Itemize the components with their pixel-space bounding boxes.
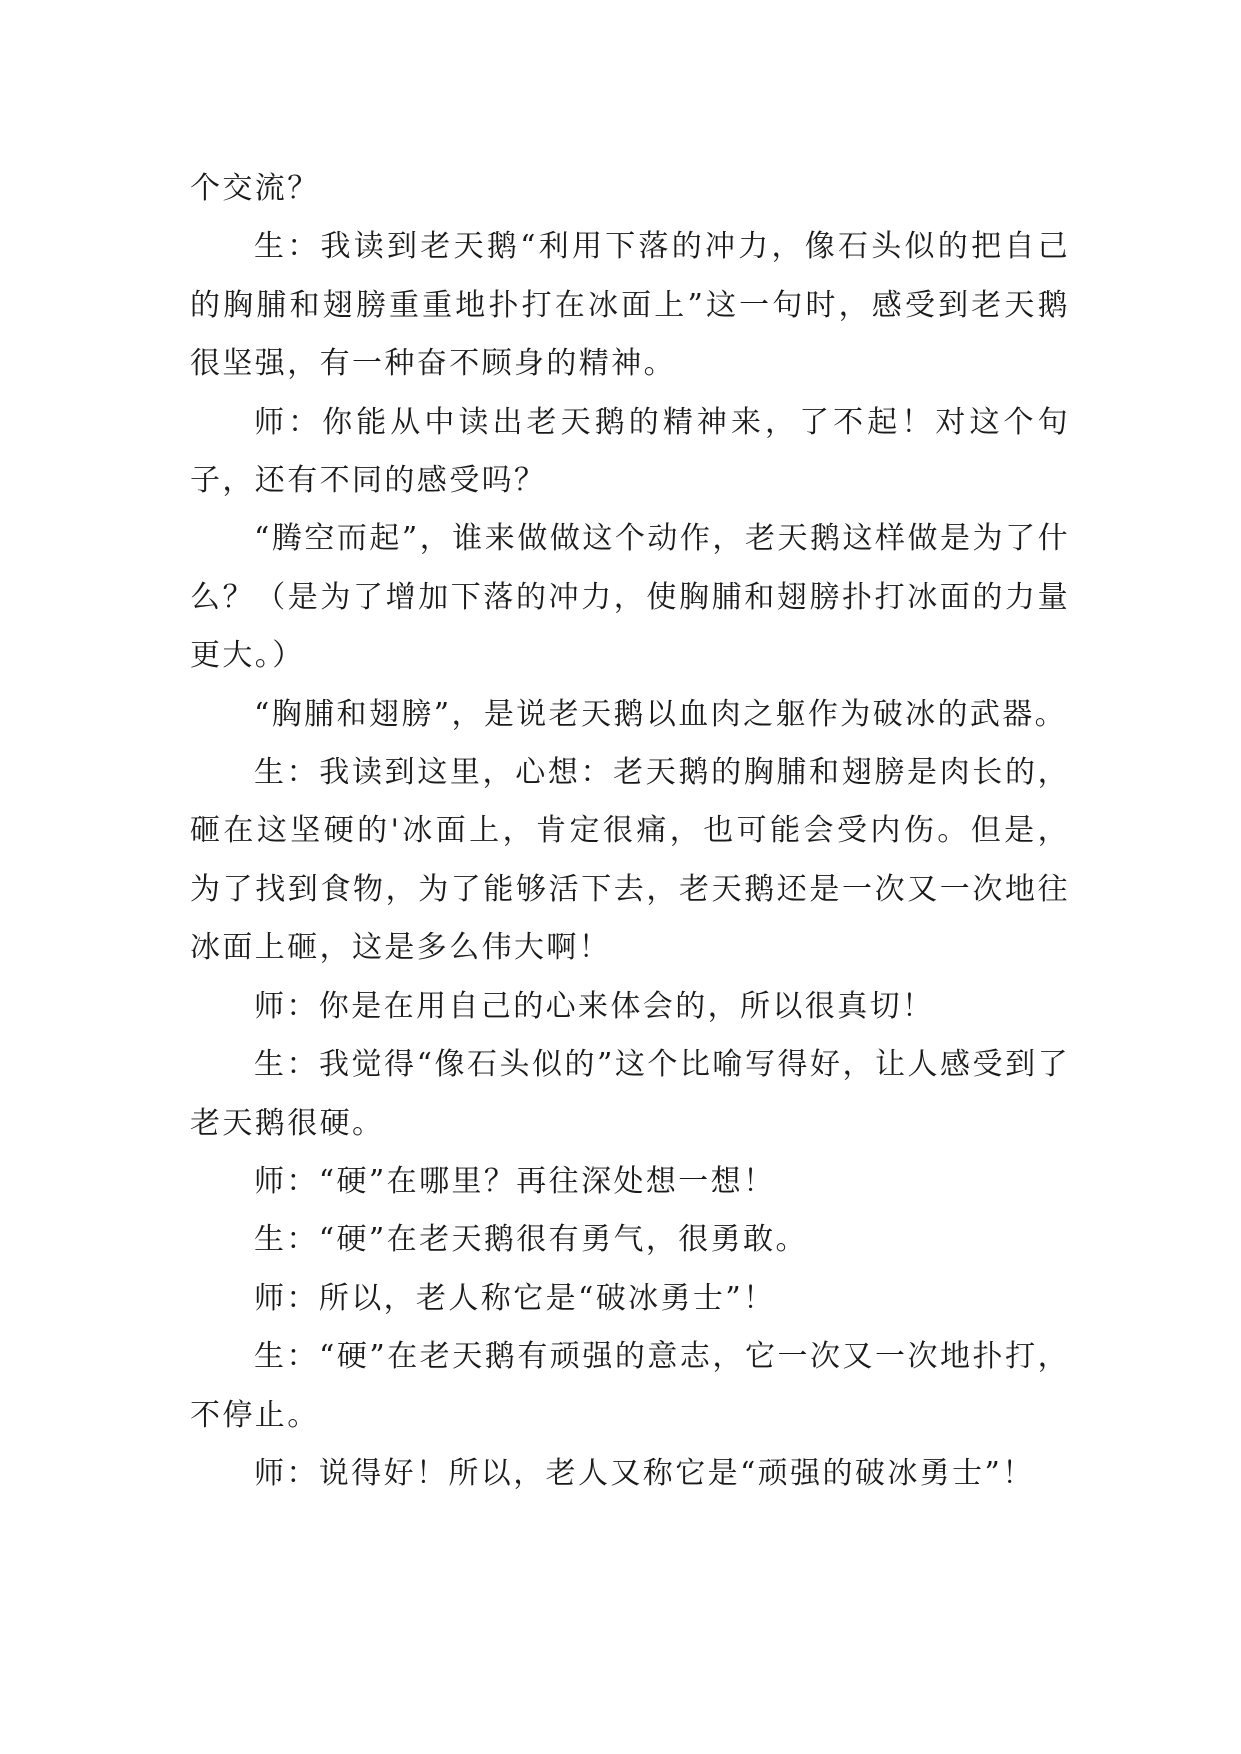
paragraph-11: 师：所以，老人称它是“破冰勇士”！ <box>254 1280 776 1316</box>
paragraph-9: 师：“硬”在哪里？再往深处想一想！ <box>254 1163 776 1199</box>
paragraph-8: 生：我觉得“像石头似的”这个比喻写得好，让人感受到了老天鹅很硬。 <box>190 1047 1070 1141</box>
paragraph-5: “胸脯和翅膀”，是说老天鹅以血肉之躯作为破冰的武器。 <box>254 696 1068 732</box>
document-body <box>190 160 1070 1503</box>
paragraph-12: 生：“硬”在老天鹅有顽强的意志，它一次又一次地扑打，不停止。 <box>190 1339 1070 1433</box>
paragraph-2: 生：我读到老天鹅“利用下落的冲力，像石头似的把自己的胸脯和翅膀重重地扑打在冰面上”这一句时，感受到老天鹅很坚强，有一种奋不顾身的精神。 <box>190 229 1070 382</box>
paragraph-6: 生：我读到这里，心想：老天鹅的胸脯和翅膀是肉长的，砸在这坚硬的'冰面上，肯定很痛，也可能会受内伤。但是，为了找到食物，为了能够活下去，老天鹅还是一次又一次地往冰面上砸，这是多么伟大啊！ <box>190 755 1070 966</box>
paragraph-13: 师：说得好！所以，老人又称它是“顽强的破冰勇士”！ <box>254 1455 1035 1491</box>
paragraph-1: 个交流？ <box>190 171 320 206</box>
paragraph-4: “腾空而起”，谁来做做这个动作，老天鹅这样做是为了什么？（是为了增加下落的冲力，使胸脯和翅膀扑打冰面的力量更大。） <box>190 521 1070 674</box>
paragraph-3: 师：你能从中读出老天鹅的精神来，了不起！对这个句子，还有不同的感受吗？ <box>190 404 1070 499</box>
paragraph-10: 生：“硬”在老天鹅很有勇气，很勇敢。 <box>254 1222 808 1258</box>
paragraph-7: 师：你是在用自己的心来体会的，所以很真切！ <box>254 988 935 1024</box>
